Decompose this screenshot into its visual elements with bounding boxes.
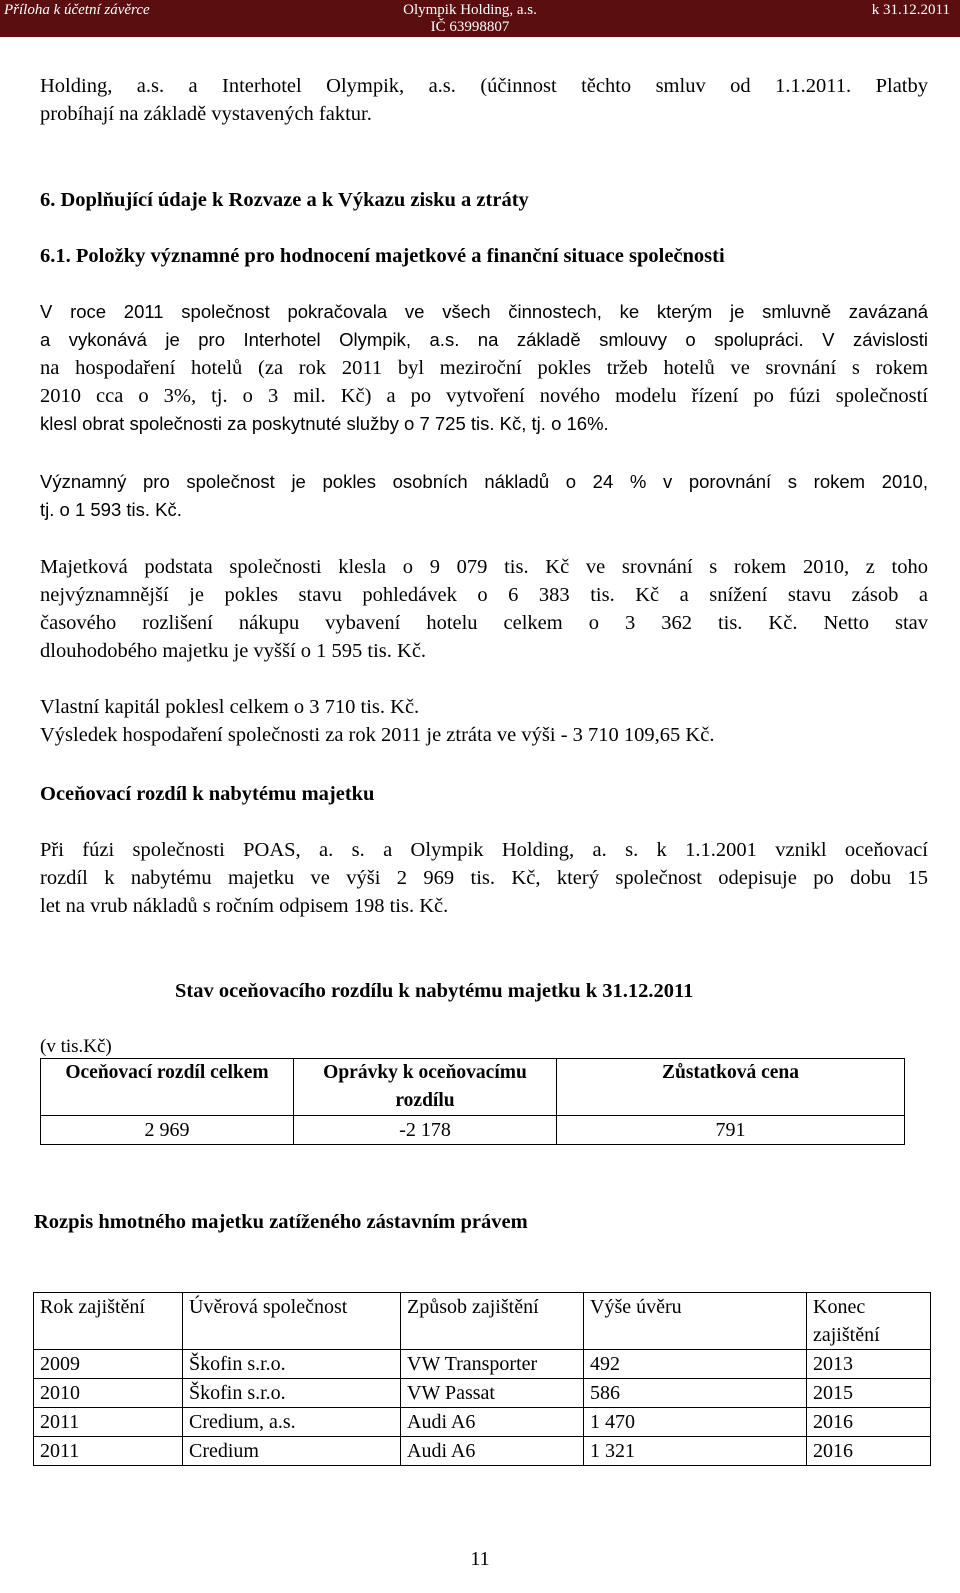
text-line: na hospodaření hotelů (za rok 2011 byl meziroční pokles tržeb hotelů ve srovnání s rokem <box>40 357 928 379</box>
table-cell: 1 321 <box>584 1437 807 1466</box>
table-cell: 2015 <box>807 1379 931 1408</box>
table-row <box>34 1350 931 1379</box>
text-line: let na vrub nákladů s ročním odpisem 198 tis. Kč. <box>40 895 449 917</box>
text-line: dlouhodobého majetku je vyšší o 1 595 tis. Kč. <box>40 640 427 662</box>
page-number: 11 <box>470 1548 490 1570</box>
text-line: a vykonává je pro Interhotel Olympik, a.s. na základě smlouvy o spolupráci. V závislosti <box>40 329 928 350</box>
table-header-cell: Úvěrová společnost <box>183 1293 401 1350</box>
text-line: klesl obrat společnosti za poskytnuté služby o 7 725 tis. Kč, tj. o 16%. <box>40 413 609 434</box>
table-cell: Credium, a.s. <box>183 1408 401 1437</box>
table-cell: Škofin s.r.o. <box>183 1379 401 1408</box>
text-line: V roce 2011 společnost pokračovala ve všech činnostech, ke kterým je smluvně zavázaná <box>40 301 928 322</box>
document-header <box>0 0 960 37</box>
text-line: Významný pro společnost je pokles osobních nákladů o 24 % v porovnání s rokem 2010, <box>40 471 928 492</box>
text-line: časového rozlišení nákupu vybavení hotelu celkem o 3 362 tis. Kč. Netto stav <box>40 612 928 634</box>
text-line: probíhají na základě vystavených faktur. <box>40 103 372 125</box>
section-heading: 6. Doplňující údaje k Rozvaze a k Výkazu zisku a ztráty <box>40 189 529 211</box>
header-company-name: Olympik Holding, a.s. <box>403 2 537 18</box>
table-header-cell: Způsob zajištění <box>401 1293 584 1350</box>
table-cell: 2016 <box>807 1408 931 1437</box>
table-header-row <box>41 1059 905 1116</box>
header-left-text: Příloha k účetní závěrce <box>4 2 150 18</box>
table-row <box>34 1437 931 1466</box>
table-cell: 1 470 <box>584 1408 807 1437</box>
table-cell: 2016 <box>807 1437 931 1466</box>
table-cell: 2013 <box>807 1350 931 1379</box>
text-line: Holding, a.s. a Interhotel Olympik, a.s. (účinnost těchto smluv od 1.1.2011. Platby <box>40 75 928 97</box>
table-header-cell: Výše úvěru <box>584 1293 807 1350</box>
valuation-heading: Oceňovací rozdíl k nabytému majetku <box>40 783 375 805</box>
text-line: Při fúzi společnosti POAS, a. s. a Olympik Holding, a. s. k 1.1.2001 vznikl oceňovací <box>40 839 928 861</box>
subsection-heading: 6.1. Položky významné pro hodnocení majetkové a finanční situace společnosti <box>40 245 725 267</box>
valuation-table-title: Stav oceňovacího rozdílu k nabytému majetku k 31.12.2011 <box>175 980 694 1002</box>
table-cell: 2 969 <box>41 1116 294 1145</box>
table-cell: Škofin s.r.o. <box>183 1350 401 1379</box>
table-cell: 2010 <box>34 1379 183 1408</box>
header-date: k 31.12.2011 <box>871 2 950 18</box>
table-cell: Audi A6 <box>401 1408 584 1437</box>
text-line: 2010 cca o 3%, tj. o 3 mil. Kč) a po vytvoření nového modelu řízení po fúzi společností <box>40 385 928 407</box>
table-cell: Audi A6 <box>401 1437 584 1466</box>
table-cell: 2011 <box>34 1437 183 1466</box>
table-header-cell: Konec zajištění <box>807 1293 931 1350</box>
table-cell: 791 <box>557 1116 905 1145</box>
table-row <box>34 1408 931 1437</box>
table-header-cell: Rok zajištění <box>34 1293 183 1350</box>
table-header-cell: Zůstatková cena <box>557 1059 905 1116</box>
table-row <box>34 1379 931 1408</box>
text-line: Výsledek hospodaření společnosti za rok 2011 je ztráta ve výši - 3 710 109,65 Kč. <box>40 724 715 746</box>
table-cell: 2011 <box>34 1408 183 1437</box>
table-cell: -2 178 <box>294 1116 557 1145</box>
text-line: nejvýznamnější je pokles stavu pohledávek o 6 383 tis. Kč a snížení stavu zásob a <box>40 584 928 606</box>
pledge-heading: Rozpis hmotného majetku zatíženého zástavním právem <box>34 1211 528 1233</box>
text-line: Vlastní kapitál poklesl celkem o 3 710 tis. Kč. <box>40 696 420 718</box>
table-header-cell: Oceňovací rozdíl celkem <box>41 1059 294 1116</box>
text-line: tj. o 1 593 tis. Kč. <box>40 499 182 520</box>
paragraph-performance <box>40 298 928 438</box>
table-cell: 586 <box>584 1379 807 1408</box>
text-line: Majetková podstata společnosti klesla o 9 079 tis. Kč ve srovnání s rokem 2010, z toho <box>40 556 928 578</box>
pledge-table <box>33 1292 931 1466</box>
table-cell: VW Transporter <box>401 1350 584 1379</box>
header-company-id: IČ 63998807 <box>430 19 510 35</box>
paragraph-personal-costs <box>40 468 928 524</box>
text-line: rozdíl k nabytému majetku ve výši 2 969 tis. Kč, který společnost odepisuje po dobu 15 <box>40 867 928 889</box>
paragraph-assets <box>40 553 928 665</box>
table-cell: 2009 <box>34 1350 183 1379</box>
table-cell: Credium <box>183 1437 401 1466</box>
table-header-row <box>34 1293 931 1350</box>
paragraph-equity <box>40 693 928 749</box>
intro-paragraph <box>40 72 928 128</box>
table-header-cell: Oprávky k oceňovacímu rozdílu <box>294 1059 557 1116</box>
unit-note: (v tis.Kč) <box>40 1036 112 1057</box>
table-cell: 492 <box>584 1350 807 1379</box>
table-row <box>41 1116 905 1145</box>
valuation-table <box>40 1058 905 1145</box>
valuation-paragraph <box>40 836 928 920</box>
table-cell: VW Passat <box>401 1379 584 1408</box>
